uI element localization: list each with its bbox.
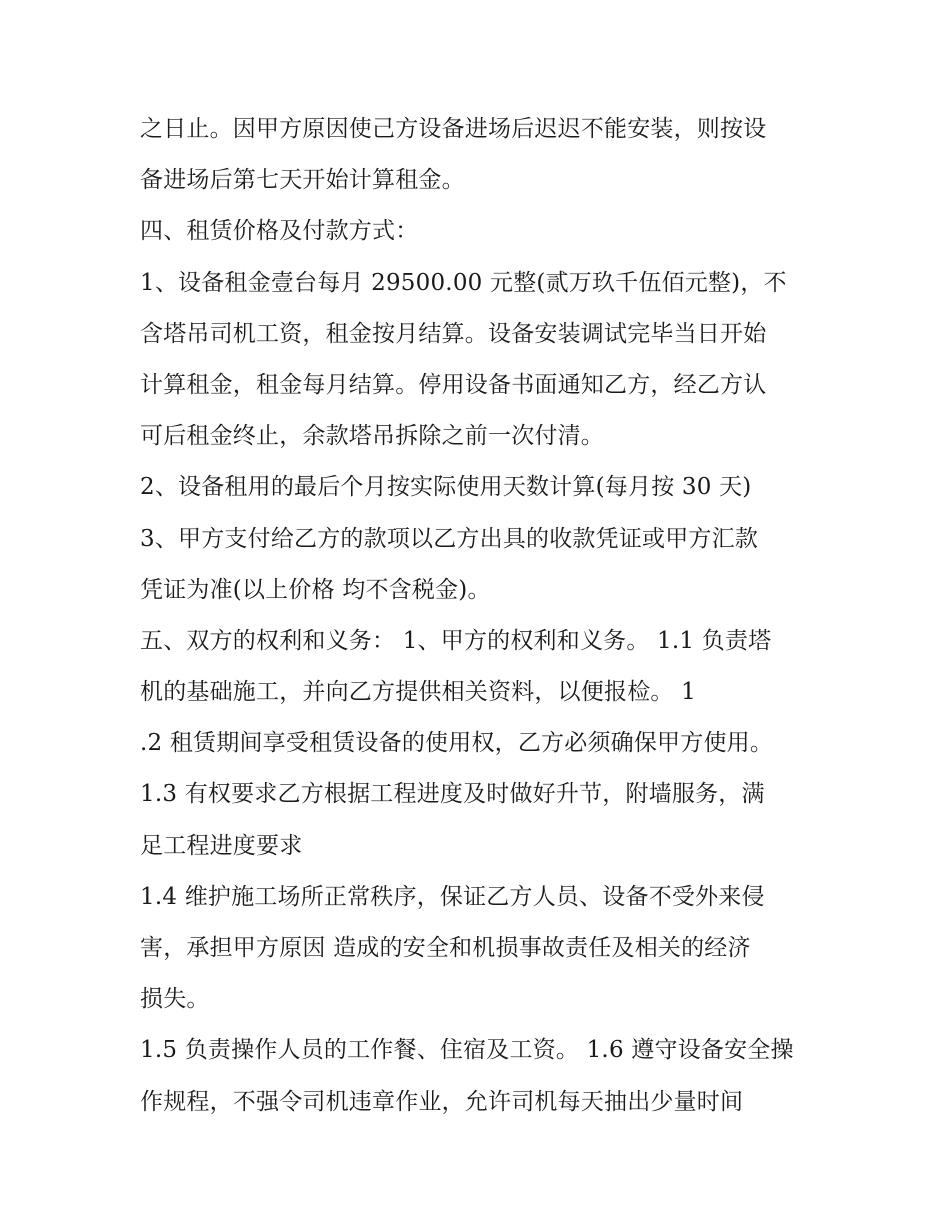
text-line: .2 租赁期间享受租赁设备的使用权，乙方必须确保甲方使用。 [140, 730, 774, 757]
text-line: 3、甲方支付给乙方的款项以乙方出具的收款凭证或甲方汇款 [140, 525, 759, 552]
text-line: 可后租金终止，余款塔吊拆除之前一次付清。 [140, 423, 604, 450]
text-line: 害，承担甲方原因 造成的安全和机损事故责任及相关的经济 [140, 935, 751, 961]
text-line: 之日止。因甲方原因使己方设备进场后迟迟不能安装，则按设 [140, 116, 767, 142]
text-line: 2、设备租用的最后个月按实际使用天数计算(每月按 30 天) [140, 474, 752, 501]
text-line: 凭证为准(以上价格 均不含税金)。 [140, 576, 491, 603]
text-line: 机的基础施工，并向乙方提供相关资料，以便报检。 1 [140, 679, 696, 706]
text-line: 1、设备租金壹台每月 29500.00 元整(贰万玖千伍佰元整)，不 [140, 269, 787, 296]
section-heading-rental-price: 四、租赁价格及付款方式： [140, 218, 419, 245]
text-line: 损失。 [140, 986, 210, 1013]
text-line: 1.5 负责操作人员的工作餐、住宿及工资。 1.6 遵守设备安全操 [140, 1037, 794, 1064]
text-line: 作规程，不强令司机违章作业，允许司机每天抽出少量时间 [140, 1088, 744, 1115]
text-line: 1.3 有权要求乙方根据工程进度及时做好升节，附墙服务，满 [140, 781, 765, 808]
text-line: 足工程进度要求 [140, 832, 303, 859]
text-line: 含塔吊司机工资，租金按月结算。设备安装调试完毕当日开始 [140, 320, 767, 347]
contract-text-body [140, 104, 820, 1128]
text-line: 1.4 维护施工场所正常秩序，保证乙方人员、设备不受外来侵 [140, 883, 765, 910]
text-line: 计算租金，租金每月结算。停用设备书面通知乙方，经乙方认 [140, 371, 767, 398]
text-line: 备进场后第七天开始计算租金。 [140, 167, 465, 194]
section-heading-rights-obligations: 五、双方的权利和义务： 1、甲方的权利和义务。 1.1 负责塔 [140, 627, 772, 654]
